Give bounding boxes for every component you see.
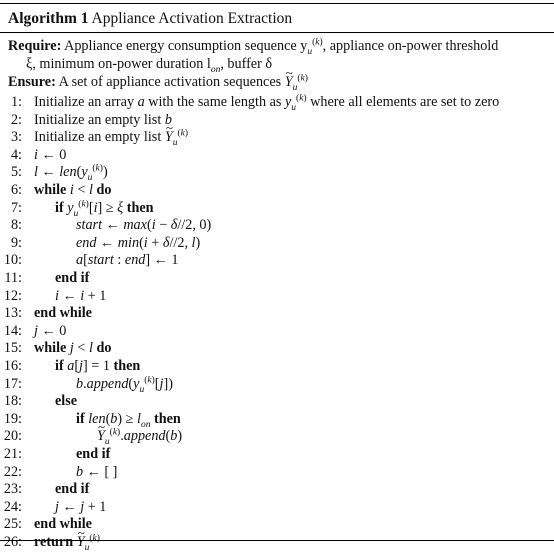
line-number: 10: — [3, 252, 22, 269]
line-code: end ← min(i + δ//2, l) — [76, 234, 201, 251]
line-code: if $y_u^{(k)}[i] \ge \xi$ then — [55, 198, 154, 219]
line-code: while i < l do — [34, 182, 112, 198]
bottom-rule — [0, 540, 554, 541]
line-code: end if — [55, 481, 90, 498]
require-text-2: ξ, minimum on-power duration l — [26, 56, 211, 72]
ensure-line: Ensure: A set of appliance activation sequences ~ $Y_u^{(k)}$ — [8, 74, 308, 91]
algorithm-line — [0, 163, 554, 184]
ensure-text: A set of appliance activation sequences — [58, 74, 285, 90]
algorithm-line — [0, 463, 554, 481]
algorithm-line — [0, 111, 554, 129]
algorithm-line — [0, 480, 554, 498]
line-number: 11: — [4, 270, 22, 286]
line-number: 4: — [10, 146, 22, 163]
line-code: else — [55, 393, 78, 410]
top-rule — [0, 3, 554, 4]
line-number: 8: — [10, 217, 22, 234]
line-code: Initialize an empty list ~ $Y_u^{(k)}$ — [34, 128, 188, 146]
line-code: j ← j + 1 — [55, 498, 107, 515]
algorithm-line — [0, 216, 554, 234]
line-number: 2: — [10, 111, 22, 128]
line-number: 23: — [3, 481, 22, 498]
algorithm-line — [0, 357, 554, 375]
line-code: ~ $Y_u^{(k)}.append(b)$ — [34, 427, 182, 445]
algorithm-line — [0, 322, 554, 340]
line-code: l ← $len(y_u^{(k)})$ — [34, 163, 108, 184]
line-code: i ← i + 1 — [55, 287, 107, 304]
line-code: j ← 0 — [34, 322, 67, 339]
line-code: return ~ $Y_u^{(k)}$ — [34, 533, 100, 551]
algorithm-line — [0, 287, 554, 305]
require-label: Require: — [8, 38, 62, 54]
line-number: 1: — [10, 94, 22, 110]
line-number: 19: — [3, 410, 22, 427]
line-code: while j < l do — [34, 340, 112, 357]
line-number: 7: — [10, 199, 22, 216]
algorithm-line — [0, 375, 554, 393]
algorithm-line — [0, 251, 554, 269]
line-number: 5: — [10, 164, 22, 181]
algorithm-line — [0, 146, 554, 164]
line-code: b ← [ ] — [76, 463, 118, 480]
algorithm-title: Appliance Activation Extraction — [91, 10, 293, 27]
line-number: 6: — [10, 182, 22, 198]
line-number: 13: — [3, 305, 22, 322]
algorithm-line — [0, 533, 554, 551]
line-number: 17: — [3, 375, 22, 392]
line-number: 24: — [3, 498, 22, 515]
line-number: 22: — [3, 463, 22, 480]
algorithm-line — [0, 445, 554, 463]
line-code: Initialize an empty list b — [34, 111, 172, 128]
line-code: end while — [34, 305, 92, 322]
algorithm-line — [0, 427, 554, 448]
require-line-2: ξ, minimum on-power duration $l_{on}$, buffer δ — [26, 56, 273, 75]
line-code: $b.append(y_u^{(k)}[j])$ — [76, 374, 173, 395]
line-code: if $len(b) \ge l_{on}$ then — [76, 410, 181, 430]
algorithm-line — [0, 498, 554, 516]
line-number: 18: — [3, 393, 22, 410]
require-text-cont: , appliance on-power threshold — [322, 38, 499, 54]
line-code: a[start : end] ← 1 — [76, 252, 179, 269]
line-number: 20: — [3, 428, 22, 445]
line-number: 25: — [3, 516, 22, 533]
line-code: if a[j] = 1 then — [55, 358, 141, 374]
algorithm-line — [0, 234, 554, 252]
algorithm-label: Algorithm 1 — [8, 10, 89, 27]
algorithm-line — [0, 339, 554, 357]
algorithm-line — [0, 304, 554, 322]
header-rule — [0, 32, 554, 33]
line-number: 9: — [10, 234, 22, 251]
line-code: end if — [55, 270, 90, 286]
require-text-2b: , buffer δ — [220, 56, 273, 72]
ensure-label: Ensure: — [8, 74, 56, 90]
algorithm-header — [8, 10, 292, 28]
line-code: end if — [76, 446, 111, 462]
line-number: 14: — [3, 322, 22, 339]
line-code: start ← max(i − δ//2, 0) — [76, 217, 212, 234]
algorithm-line — [0, 392, 554, 410]
line-number: 3: — [10, 129, 22, 146]
line-number: 26: — [3, 534, 22, 550]
algorithm-line — [0, 128, 554, 149]
line-number: 21: — [3, 446, 22, 462]
algorithm-line — [0, 93, 554, 111]
line-number: 12: — [3, 287, 22, 304]
algorithm-line — [0, 199, 554, 217]
require-text: Appliance energy consumption sequence y — [64, 38, 308, 54]
line-code: Initialize an array a with the same length as $y_u^{(k)}$ where all elements are set to zero — [34, 93, 500, 113]
algorithm-line — [0, 269, 554, 287]
algorithm-line — [0, 410, 554, 428]
algorithm-line — [0, 181, 554, 199]
line-code: end while — [34, 516, 92, 533]
line-number: 15: — [3, 340, 22, 357]
line-code: i ← 0 — [34, 146, 67, 163]
require-line: Require: Appliance energy consumption sequence $y_u^{(k)}$, appliance on-power threshold — [8, 37, 499, 57]
line-number: 16: — [3, 358, 22, 374]
